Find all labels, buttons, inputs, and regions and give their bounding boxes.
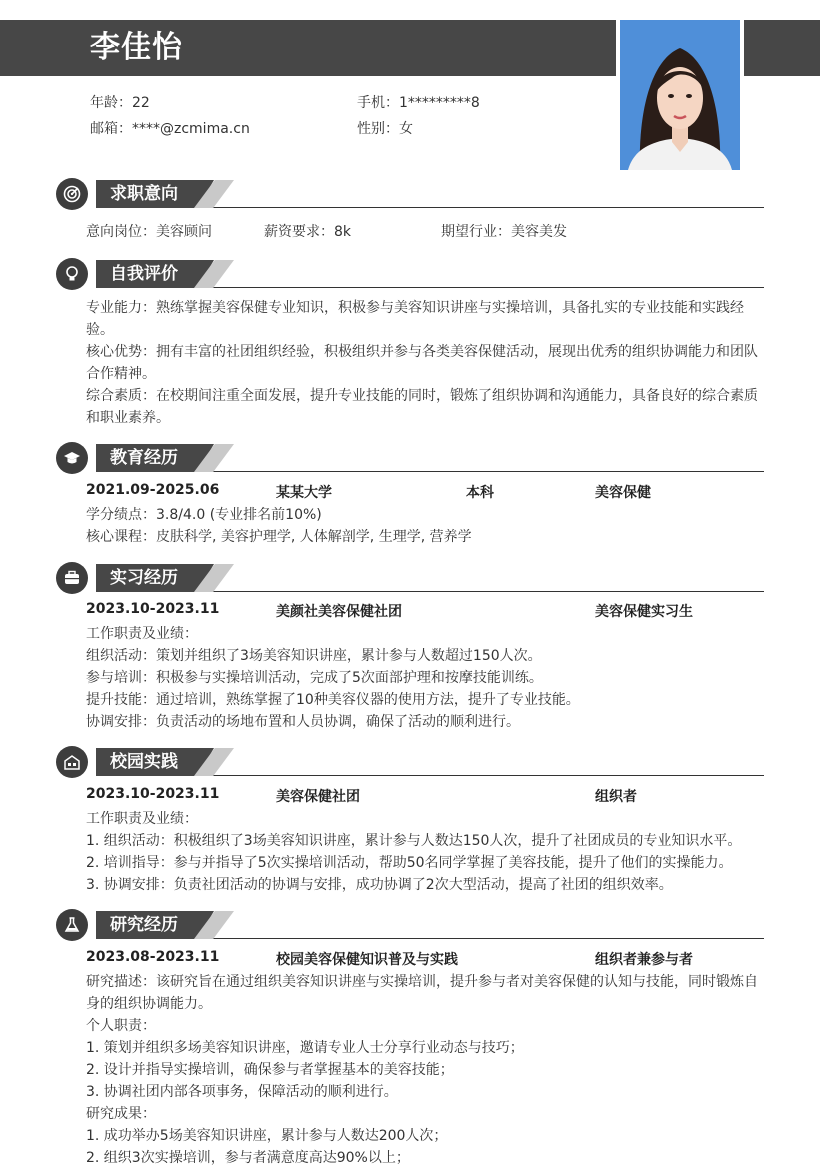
text-line: 1. 策划并组织多场美容知识讲座，邀请专业人士分享行业动态与技巧；: [86, 1040, 524, 1056]
text-line: 身的组织协调能力。: [86, 996, 212, 1012]
campus-org: 美容保健社团: [276, 789, 360, 805]
text-line: 参与培训：积极参与实操培训活动，完成了5次面部护理和按摩技能训练。: [86, 670, 543, 686]
intent-industry: 期望行业：美容美发: [441, 224, 567, 240]
edu-degree: 本科: [466, 485, 494, 501]
text-line: 合作精神。: [86, 366, 156, 382]
campus-date: 2023.10-2023.11: [86, 786, 220, 802]
text-line: 个人职责：: [86, 1018, 156, 1034]
text-line: 核心课程：皮肤科学, 美容护理学, 人体解剖学, 生理学, 营养学: [86, 529, 472, 545]
email-value: ****@zcmima.cn: [132, 121, 250, 137]
intern-role: 美容保健实习生: [595, 604, 693, 620]
text-line: 2. 培训指导：参与并指导了5次实操培训活动，帮助50名同学掌握了美容技能，提升了他们的实操能力。: [86, 855, 733, 871]
header-bar-right: [744, 20, 820, 76]
research-project: 校园美容保健知识普及与实践: [276, 952, 458, 968]
gender-field: [357, 118, 413, 138]
text-line: 验。: [86, 322, 114, 338]
section-header-research: [56, 909, 764, 941]
phone-label: 手机：: [357, 95, 399, 111]
text-line: 组织活动：策划并组织了3场美容知识讲座，累计参与人数超过150人次。: [86, 648, 542, 664]
text-line: 2. 设计并指导实操培训，确保参与者掌握基本的美容技能；: [86, 1062, 454, 1078]
text-line: 1. 成功举办5场美容知识讲座，累计参与人数达200人次；: [86, 1128, 448, 1144]
intern-org: 美颜社美容保健社团: [276, 604, 402, 620]
target-icon: [56, 178, 88, 210]
text-line: 工作职责及业绩：: [86, 811, 198, 827]
section-title: 教育经历: [110, 448, 178, 468]
intern-date: 2023.10-2023.11: [86, 601, 220, 617]
section-title: 研究经历: [110, 915, 178, 935]
text-line: 研究描述：该研究旨在通过组织美容知识讲座与实操培训，提升参与者对美容保健的认知与技能，同时锻炼自: [86, 974, 758, 990]
intent-position: 意向岗位：美容顾问: [86, 224, 212, 240]
phone-field: [357, 92, 480, 112]
text-line: 综合素质：在校期间注重全面发展，提升专业技能的同时，锻炼了组织协调和沟通能力，具备良好的综合素质: [86, 388, 758, 404]
flask-icon: [56, 909, 88, 941]
section-header-edu: [56, 442, 764, 474]
text-line: 研究成果：: [86, 1106, 156, 1122]
text-line: 工作职责及业绩：: [86, 626, 198, 642]
edu-major: 美容保健: [595, 485, 651, 501]
text-line: 3. 协调社团内部各项事务，保障活动的顺利进行。: [86, 1084, 398, 1100]
section-title: 实习经历: [110, 568, 178, 588]
intent-salary: 薪资要求：8k: [264, 224, 352, 240]
campus-details: [86, 808, 766, 896]
intern-details: [86, 623, 766, 733]
section-header-campus: [56, 746, 764, 778]
section-header-self: [56, 258, 764, 290]
age-field: [90, 92, 150, 112]
graduation-cap-icon: [56, 442, 88, 474]
section-title: 自我评价: [110, 264, 178, 284]
section-title: 求职意向: [110, 184, 178, 204]
email-label: 邮箱：: [90, 121, 132, 137]
briefcase-icon: [56, 562, 88, 594]
section-header-intern: [56, 562, 764, 594]
gender-label: 性别：: [357, 121, 399, 137]
text-line: 3. 协调安排：负责社团活动的协调与安排，成功协调了2次大型活动，提高了社团的组织效率。: [86, 877, 673, 893]
text-line: 1. 组织活动：积极组织了3场美容知识讲座，累计参与人数达150人次，提升了社团成员的专业知识水平。: [86, 833, 742, 849]
text-line: 2. 组织3次实操培训，参与者满意度高达90%以上；: [86, 1150, 410, 1166]
research-details: [86, 971, 766, 1169]
edu-school: 某某大学: [276, 485, 332, 501]
candidate-name: 李佳怡: [90, 30, 183, 65]
age-value: 22: [132, 95, 150, 111]
text-line: 和职业素养。: [86, 410, 170, 426]
email-field: [90, 118, 250, 138]
edu-details: [86, 504, 766, 548]
age-label: 年龄：: [90, 95, 132, 111]
gender-value: 女: [399, 121, 413, 137]
bulb-icon: [56, 258, 88, 290]
self-evaluation: [86, 297, 766, 429]
text-line: 专业能力：熟练掌握美容保健专业知识，积极参与美容知识讲座与实操培训，具备扎实的专业技能和实践经: [86, 300, 744, 316]
text-line: 协调安排：负责活动的场地布置和人员协调，确保了活动的顺利进行。: [86, 714, 520, 730]
section-title: 校园实践: [110, 752, 178, 772]
text-line: 提升技能：通过培训，熟练掌握了10种美容仪器的使用方法，提升了专业技能。: [86, 692, 580, 708]
text-line: 学分绩点：3.8/4.0 (专业排名前10%): [86, 507, 322, 523]
building-icon: [56, 746, 88, 778]
research-date: 2023.08-2023.11: [86, 949, 220, 965]
profile-photo: [620, 20, 740, 170]
research-role: 组织者兼参与者: [595, 952, 693, 968]
edu-date: 2021.09-2025.06: [86, 482, 220, 498]
campus-role: 组织者: [595, 789, 637, 805]
phone-value: 1*********8: [399, 95, 480, 111]
section-header-intent: [56, 178, 764, 210]
text-line: 核心优势：拥有丰富的社团组织经验，积极组织并参与各类美容保健活动，展现出优秀的组织协调能力和团队: [86, 344, 758, 360]
